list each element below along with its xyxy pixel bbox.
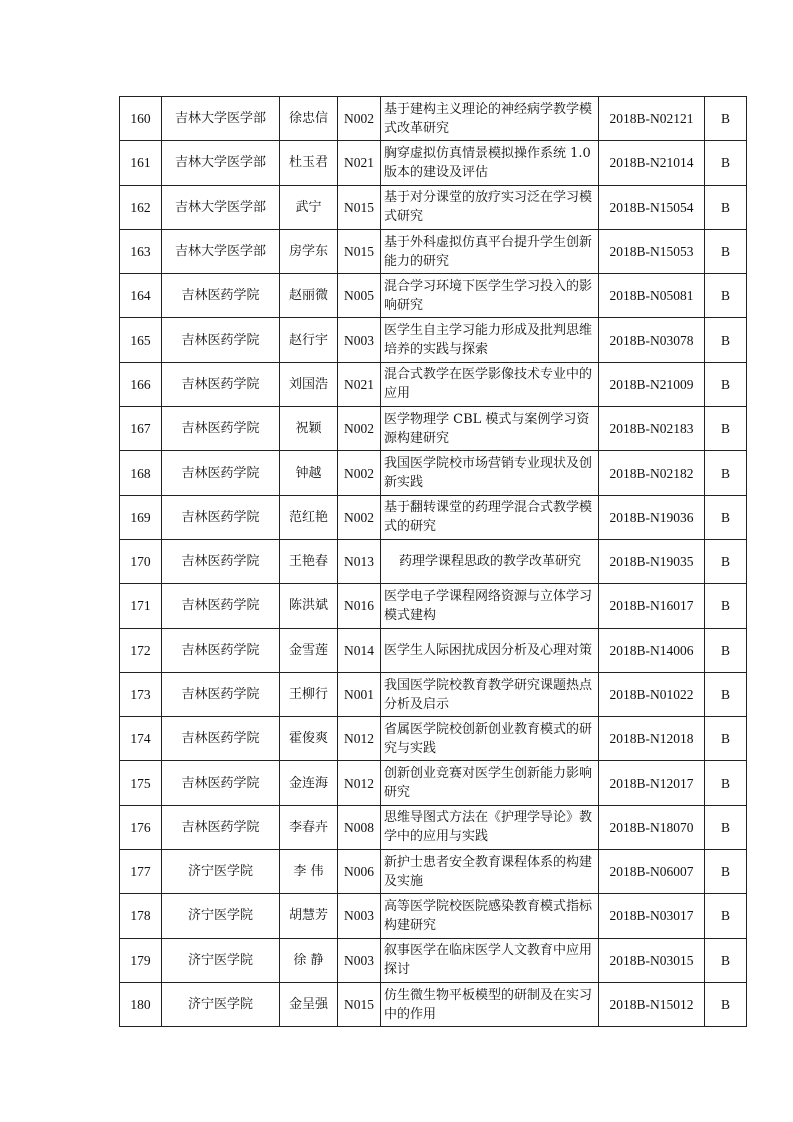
project-number-cell: 2018B-N05081 [599, 274, 705, 318]
table-row [120, 938, 747, 982]
project-title-cell: 仿生微生物平板模型的研制及在实习中的作用 [381, 982, 599, 1026]
school-cell: 吉林医药学院 [162, 805, 280, 849]
school-cell: 吉林医药学院 [162, 274, 280, 318]
table-row [120, 982, 747, 1026]
school-cell: 吉林医药学院 [162, 362, 280, 406]
person-name-cell: 王柳行 [280, 672, 338, 716]
row-number-cell: 165 [120, 318, 162, 362]
project-number-cell: 2018B-N12018 [599, 717, 705, 761]
person-name-cell: 武宁 [280, 185, 338, 229]
grade-cell: B [705, 761, 747, 805]
grade-cell: B [705, 274, 747, 318]
grade-cell: B [705, 672, 747, 716]
category-code-cell: N015 [338, 229, 381, 273]
grade-cell: B [705, 185, 747, 229]
grade-cell: B [705, 894, 747, 938]
project-title-cell: 思维导图式方法在《护理学导论》教学中的应用与实践 [381, 805, 599, 849]
project-title-cell: 高等医学院校医院感染教育模式指标构建研究 [381, 894, 599, 938]
grade-cell: B [705, 938, 747, 982]
row-number-cell: 176 [120, 805, 162, 849]
category-code-cell: N006 [338, 850, 381, 894]
project-number-cell: 2018B-N14006 [599, 628, 705, 672]
person-name-cell: 赵丽微 [280, 274, 338, 318]
category-code-cell: N021 [338, 362, 381, 406]
person-name-cell: 范红艳 [280, 495, 338, 539]
grade-cell: B [705, 407, 747, 451]
project-title-cell: 医学生自主学习能力形成及批判思维培养的实践与探索 [381, 318, 599, 362]
person-name-cell: 徐 静 [280, 938, 338, 982]
grade-cell: B [705, 850, 747, 894]
project-number-cell: 2018B-N15053 [599, 229, 705, 273]
school-cell: 吉林医药学院 [162, 717, 280, 761]
table-row [120, 407, 747, 451]
category-code-cell: N002 [338, 407, 381, 451]
row-number-cell: 168 [120, 451, 162, 495]
category-code-cell: N013 [338, 539, 381, 583]
project-number-cell: 2018B-N03015 [599, 938, 705, 982]
project-title-cell: 基于外科虚拟仿真平台提升学生创新能力的研究 [381, 229, 599, 273]
category-code-cell: N014 [338, 628, 381, 672]
project-title-cell: 混合式教学在医学影像技术专业中的应用 [381, 362, 599, 406]
table-row [120, 318, 747, 362]
grade-cell: B [705, 362, 747, 406]
row-number-cell: 163 [120, 229, 162, 273]
project-number-cell: 2018B-N01022 [599, 672, 705, 716]
row-number-cell: 178 [120, 894, 162, 938]
category-code-cell: N012 [338, 717, 381, 761]
school-cell: 吉林医药学院 [162, 584, 280, 628]
row-number-cell: 180 [120, 982, 162, 1026]
project-number-cell: 2018B-N06007 [599, 850, 705, 894]
person-name-cell: 李 伟 [280, 850, 338, 894]
project-number-cell: 2018B-N19036 [599, 495, 705, 539]
table-row [120, 717, 747, 761]
row-number-cell: 169 [120, 495, 162, 539]
project-title-cell: 基于翻转课堂的药理学混合式教学模式的研究 [381, 495, 599, 539]
table-row [120, 850, 747, 894]
grade-cell: B [705, 717, 747, 761]
project-title-cell: 医学生人际困扰成因分析及心理对策 [381, 628, 599, 672]
person-name-cell: 霍俊爽 [280, 717, 338, 761]
project-number-cell: 2018B-N02183 [599, 407, 705, 451]
table-body [120, 97, 747, 1027]
school-cell: 吉林医药学院 [162, 451, 280, 495]
school-cell: 吉林医药学院 [162, 495, 280, 539]
project-number-cell: 2018B-N15012 [599, 982, 705, 1026]
project-number-cell: 2018B-N12017 [599, 761, 705, 805]
grade-cell: B [705, 318, 747, 362]
category-code-cell: N003 [338, 894, 381, 938]
category-code-cell: N002 [338, 451, 381, 495]
project-title-cell: 医学物理学 CBL 模式与案例学习资源构建研究 [381, 407, 599, 451]
project-number-cell: 2018B-N21009 [599, 362, 705, 406]
project-number-cell: 2018B-N18070 [599, 805, 705, 849]
table-row [120, 495, 747, 539]
table-row [120, 229, 747, 273]
project-number-cell: 2018B-N02182 [599, 451, 705, 495]
table-row [120, 894, 747, 938]
school-cell: 吉林医药学院 [162, 761, 280, 805]
project-title-cell: 医学电子学课程网络资源与立体学习模式建构 [381, 584, 599, 628]
category-code-cell: N012 [338, 761, 381, 805]
table-row [120, 672, 747, 716]
table-row [120, 628, 747, 672]
person-name-cell: 胡慧芳 [280, 894, 338, 938]
grade-cell: B [705, 97, 747, 141]
project-title-cell: 基于建构主义理论的神经病学教学模式改革研究 [381, 97, 599, 141]
school-cell: 济宁医学院 [162, 982, 280, 1026]
project-number-cell: 2018B-N03078 [599, 318, 705, 362]
grade-cell: B [705, 229, 747, 273]
person-name-cell: 徐忠信 [280, 97, 338, 141]
person-name-cell: 刘国浩 [280, 362, 338, 406]
table-row [120, 185, 747, 229]
person-name-cell: 李春卉 [280, 805, 338, 849]
grade-cell: B [705, 141, 747, 185]
row-number-cell: 175 [120, 761, 162, 805]
table-row [120, 362, 747, 406]
table-row [120, 97, 747, 141]
project-title-cell: 新护士患者安全教育课程体系的构建及实施 [381, 850, 599, 894]
category-code-cell: N021 [338, 141, 381, 185]
row-number-cell: 167 [120, 407, 162, 451]
grade-cell: B [705, 628, 747, 672]
row-number-cell: 174 [120, 717, 162, 761]
row-number-cell: 173 [120, 672, 162, 716]
school-cell: 济宁医学院 [162, 938, 280, 982]
table-row [120, 274, 747, 318]
project-title-cell: 胸穿虚拟仿真情景模拟操作系统 1.0 版本的建设及评估 [381, 141, 599, 185]
grade-cell: B [705, 805, 747, 849]
grade-cell: B [705, 495, 747, 539]
school-cell: 吉林医药学院 [162, 628, 280, 672]
project-title-cell: 叙事医学在临床医学人文教育中应用探讨 [381, 938, 599, 982]
category-code-cell: N002 [338, 97, 381, 141]
school-cell: 吉林大学医学部 [162, 141, 280, 185]
project-title-cell: 我国医学院校市场营销专业现状及创新实践 [381, 451, 599, 495]
table-row [120, 805, 747, 849]
row-number-cell: 177 [120, 850, 162, 894]
grade-cell: B [705, 982, 747, 1026]
row-number-cell: 171 [120, 584, 162, 628]
category-code-cell: N015 [338, 982, 381, 1026]
project-number-cell: 2018B-N03017 [599, 894, 705, 938]
person-name-cell: 赵行宇 [280, 318, 338, 362]
person-name-cell: 金雪莲 [280, 628, 338, 672]
project-list-table [119, 96, 747, 1027]
category-code-cell: N005 [338, 274, 381, 318]
category-code-cell: N008 [338, 805, 381, 849]
category-code-cell: N003 [338, 318, 381, 362]
project-title-cell: 创新创业竞赛对医学生创新能力影响研究 [381, 761, 599, 805]
school-cell: 吉林大学医学部 [162, 97, 280, 141]
project-title-cell: 我国医学院校教育教学研究课题热点分析及启示 [381, 672, 599, 716]
project-title-cell: 混合学习环境下医学生学习投入的影响研究 [381, 274, 599, 318]
row-number-cell: 170 [120, 539, 162, 583]
school-cell: 济宁医学院 [162, 850, 280, 894]
category-code-cell: N002 [338, 495, 381, 539]
row-number-cell: 160 [120, 97, 162, 141]
person-name-cell: 金呈强 [280, 982, 338, 1026]
school-cell: 吉林大学医学部 [162, 229, 280, 273]
table-row [120, 451, 747, 495]
table-row [120, 584, 747, 628]
project-number-cell: 2018B-N15054 [599, 185, 705, 229]
row-number-cell: 179 [120, 938, 162, 982]
category-code-cell: N016 [338, 584, 381, 628]
row-number-cell: 161 [120, 141, 162, 185]
project-number-cell: 2018B-N02121 [599, 97, 705, 141]
row-number-cell: 162 [120, 185, 162, 229]
row-number-cell: 166 [120, 362, 162, 406]
person-name-cell: 钟越 [280, 451, 338, 495]
row-number-cell: 164 [120, 274, 162, 318]
person-name-cell: 王艳春 [280, 539, 338, 583]
category-code-cell: N003 [338, 938, 381, 982]
person-name-cell: 房学东 [280, 229, 338, 273]
person-name-cell: 杜玉君 [280, 141, 338, 185]
school-cell: 吉林大学医学部 [162, 185, 280, 229]
school-cell: 济宁医学院 [162, 894, 280, 938]
school-cell: 吉林医药学院 [162, 672, 280, 716]
table-row [120, 761, 747, 805]
school-cell: 吉林医药学院 [162, 318, 280, 362]
project-number-cell: 2018B-N21014 [599, 141, 705, 185]
grade-cell: B [705, 539, 747, 583]
project-title-cell: 省属医学院校创新创业教育模式的研究与实践 [381, 717, 599, 761]
person-name-cell: 金连海 [280, 761, 338, 805]
category-code-cell: N001 [338, 672, 381, 716]
school-cell: 吉林医药学院 [162, 539, 280, 583]
project-number-cell: 2018B-N16017 [599, 584, 705, 628]
person-name-cell: 陈洪斌 [280, 584, 338, 628]
person-name-cell: 祝颖 [280, 407, 338, 451]
project-title-cell [381, 539, 599, 583]
project-title-cell: 基于对分课堂的放疗实习泛在学习模式研究 [381, 185, 599, 229]
category-code-cell: N015 [338, 185, 381, 229]
row-number-cell: 172 [120, 628, 162, 672]
project-title-text: 药理学课程思政的教学改革研究 [398, 554, 581, 570]
grade-cell: B [705, 584, 747, 628]
table-row [120, 539, 747, 583]
school-cell: 吉林医药学院 [162, 407, 280, 451]
grade-cell: B [705, 451, 747, 495]
project-number-cell: 2018B-N19035 [599, 539, 705, 583]
table-row [120, 141, 747, 185]
